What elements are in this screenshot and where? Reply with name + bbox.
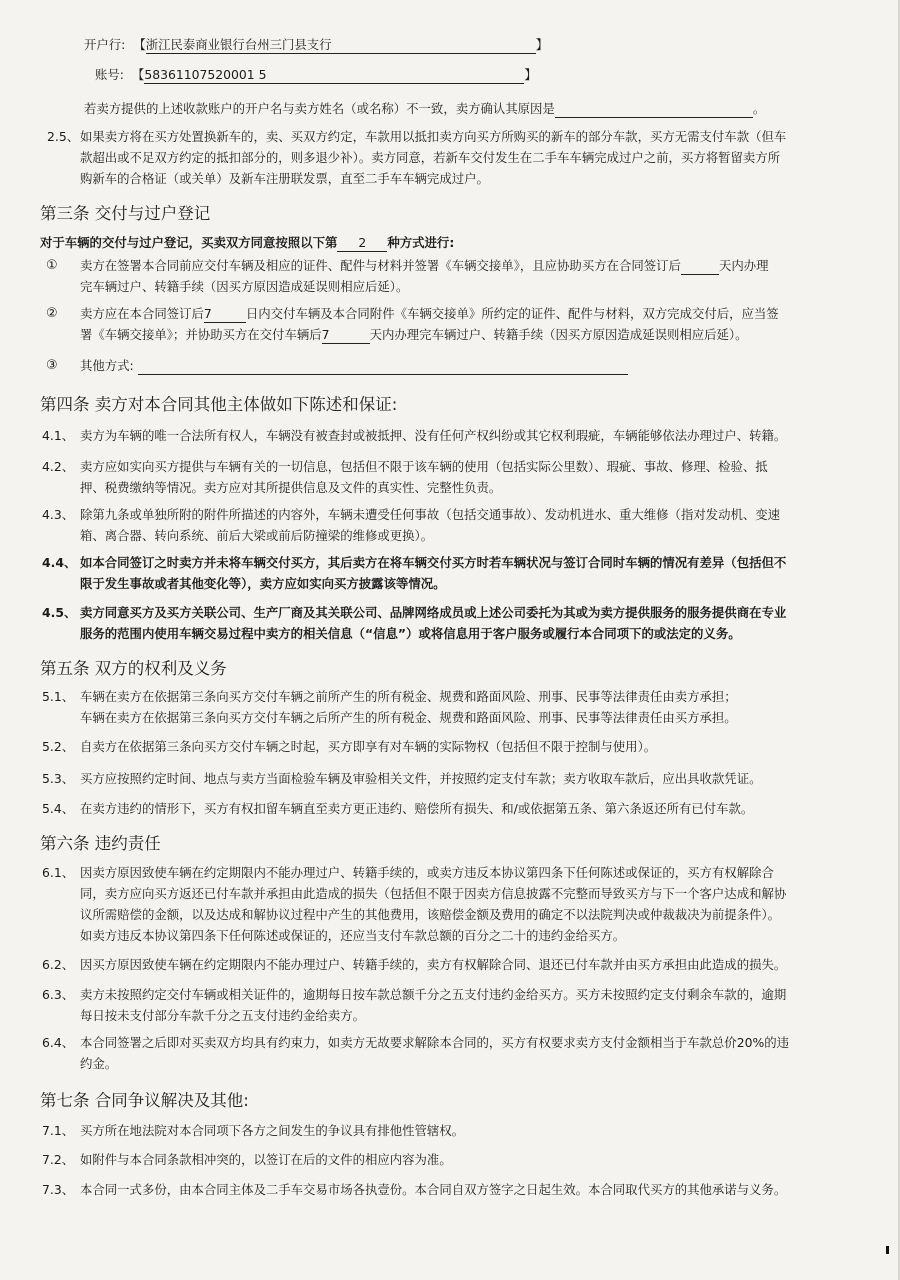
option-1-mark: ①	[46, 258, 58, 273]
bank-label: 开户行:	[84, 37, 126, 52]
clause-line: 自卖方在依据第三条向买方交付车辆之时起，买方即享有对车辆的实际物权（包括但不限于控制与使用）。	[80, 739, 657, 754]
clause-line: 本合同一式多份，由本合同主体及二手车交易市场各执壹份。本合同自双方签字之日起生效。本合同取代买方的其他承诺与义务。	[80, 1182, 787, 1197]
option-3-other-field[interactable]	[138, 357, 628, 375]
article-3-intro-a: 对于车辆的交付与过户登记，买卖双方同意按照以下第	[40, 235, 338, 250]
scan-mark	[886, 1246, 889, 1254]
account-number-field[interactable]	[144, 66, 524, 84]
account-open-bracket: 【	[131, 67, 145, 82]
clause-2-5-line: 购新车的合格证（或关单）及新车注册联发票，直至二手车车辆完成过户。	[80, 171, 489, 186]
clause-number: 5.2、	[42, 739, 75, 754]
clause-line: 在卖方违约的情形下，买方有权扣留车辆直至卖方更正违约、赔偿所有损失、和/或依据第五条、第六条返还所有已付车款。	[80, 801, 754, 816]
article-5-title: 第五条 双方的权利及义务	[40, 659, 227, 678]
option-2-transfer-days-field[interactable]: 7	[322, 326, 370, 344]
clause-line: 同，卖方应向买方返还已付车款并承担由此造成的损失（包括但不限于因卖方信息披露不完整而导致买方与下一个客户达成和解协	[80, 886, 787, 901]
option-2-line2-b: 天内办理完车辆过户、转籍手续（因买方原因造成延误则相应后延）。	[369, 327, 748, 342]
clause-number: 7.3、	[42, 1182, 75, 1197]
clause-line: 议所需赔偿的金额，以及达成和解协议过程中产生的其他费用，该赔偿金额及费用的确定不以法院判决或仲裁裁决为前提条件）。	[80, 907, 781, 922]
clause-line: 卖方同意买方及买方关联公司、生产厂商及其关联公司、品牌网络成员或上述公司委托为其或为卖方提供服务的服务提供商在专业	[80, 605, 787, 620]
account-row	[95, 64, 537, 85]
clause-number: 4.3、	[42, 507, 75, 522]
bank-row	[84, 34, 548, 55]
clause-number: 4.1、	[42, 428, 75, 443]
option-3-mark: ③	[46, 358, 58, 373]
clause-line: 因买方原因致使车辆在约定期限内不能办理过户、转籍手续的，卖方有权解除合同、退还已付车款并由买方承担由此造成的损失。	[80, 957, 787, 972]
bank-name-field[interactable]	[146, 36, 536, 54]
option-2-line1-b: 日内交付车辆及本合同附件《车辆交接单》所约定的证件、配件与材料，双方完成交付后，应当签	[245, 306, 779, 321]
clause-line: 卖方应如实向买方提供与车辆有关的一切信息，包括但不限于该车辆的使用（包括实际公里数）、瑕疵、事故、修理、检验、抵	[80, 459, 768, 474]
mismatch-reason-field[interactable]	[555, 100, 753, 118]
article-4-title: 第四条 卖方对本合同其他主体做如下陈述和保证:	[40, 395, 398, 414]
clause-number: 7.1、	[42, 1123, 75, 1138]
clause-line: 箱、离合器、转向系统、前后大梁或前后防撞梁的维修或更换）。	[80, 528, 434, 543]
clause-line: 卖方未按照约定交付车辆或相关证件的，逾期每日按车款总额千分之五支付违约金给买方。买方未按照约定支付剩余车款的，逾期	[80, 987, 787, 1002]
clause-line: 押、税费缴纳等情况。卖方应对其所提供信息及文件的真实性、完整性负责。	[80, 480, 502, 495]
clause-number: 6.2、	[42, 957, 75, 972]
article-7-title: 第七条 合同争议解决及其他:	[40, 1091, 249, 1110]
clause-2-5-line: 款超出或不足双方约定的抵扣部分的，则多退少补）。卖方同意，若新车交付发生在二手车车辆完成过户之前，买方将暂留卖方所	[80, 150, 781, 165]
clause-line: 限于发生事故或者其他变化等），卖方应如实向买方披露该等情况。	[80, 576, 446, 591]
clause-line: 如本合同签订之时卖方并未将车辆交付买方，其后卖方在将车辆交付买方时若车辆状况与签订合同时车辆的情况有差异（包括但不	[80, 555, 787, 570]
article-3-intro-b: 种方式进行:	[387, 235, 455, 250]
article-3-title: 第三条 交付与过户登记	[40, 204, 211, 223]
clause-number: 4.2、	[42, 459, 75, 474]
clause-number: 4.5、	[42, 605, 77, 620]
clause-line: 因卖方原因致使车辆在约定期限内不能办理过户、转籍手续的，或卖方违反本协议第四条下任何陈述或保证的，买方有权解除合	[80, 865, 774, 880]
option-2-line1-a: 卖方应在本合同签订后	[80, 306, 204, 321]
clause-number: 5.3、	[42, 771, 75, 786]
clause-line: 买方应按照约定时间、地点与卖方当面检验车辆及审验相关文件，并按照约定支付车款；卖方收取车款后，应出具收款凭证。	[80, 771, 762, 786]
clause-number: 6.4、	[42, 1035, 75, 1050]
bank-open-bracket: 【	[133, 37, 146, 52]
clause-line: 服务的范围内使用车辆交易过程中卖方的相关信息（“信息”）或将信息用于客户服务或履行本合同项下的或法定的义务。	[80, 626, 741, 641]
clause-number: 6.3、	[42, 987, 75, 1002]
option-2-delivery-days-field[interactable]: 7	[204, 305, 246, 323]
option-1-line1-a: 卖方在签署本合同前应交付车辆及相应的证件、配件与材料并签署《车辆交接单》，且应协助买方在合同签订后	[80, 258, 681, 273]
clause-line: 车辆在卖方在依据第三条向买方交付车辆之后所产生的所有税金、规费和路面风险、刑事、民事等法律责任由买方承担。	[80, 710, 737, 725]
clause-number: 5.4、	[42, 801, 75, 816]
clause-line: 每日按未支付部分车款千分之五支付违约金给卖方。	[80, 1008, 365, 1023]
clause-line: 车辆在卖方在依据第三条向买方交付车辆之前所产生的所有税金、规费和路面风险、刑事、民事等法律责任由卖方承担；	[80, 689, 737, 704]
option-1-days-field[interactable]	[681, 257, 719, 275]
option-1-line2: 完车辆过户、转籍手续（因买方原因造成延误则相应后延）。	[80, 279, 409, 294]
mismatch-row	[84, 98, 765, 119]
option-2-line2-a: 署《车辆交接单》；并协助买方在交付车辆后	[80, 327, 322, 342]
clause-line: 卖方为车辆的唯一合法所有权人，车辆没有被查封或被抵押、没有任何产权纠纷或其它权利瑕疵，车辆能够依法办理过户、转籍。	[80, 428, 787, 443]
clause-line: 约金。	[80, 1056, 118, 1071]
clause-number: 5.1、	[42, 689, 75, 704]
delivery-method-choice[interactable]: 2	[337, 234, 387, 252]
clause-line: 除第九条或单独所附的附件所描述的内容外，车辆未遭受任何事故（包括交通事故）、发动机进水、重大维修（指对发动机、变速	[80, 507, 781, 522]
clause-line: 本合同签署之后即对买卖双方均具有约束力，如卖方无故要求解除本合同的，买方有权要求卖方支付金额相当于车款总价20%的违	[80, 1035, 790, 1050]
mismatch-text: 若卖方提供的上述收款账户的开户名与卖方姓名（或名称）不一致，卖方确认其原因是	[84, 101, 555, 116]
article-3-intro	[40, 232, 454, 253]
clause-number: 7.2、	[42, 1152, 75, 1167]
clause-number: 4.4、	[42, 555, 77, 570]
clause-2-5-number: 2.5、	[47, 129, 80, 144]
account-close-bracket: 】	[524, 67, 537, 82]
option-3-label: 其他方式:	[80, 358, 134, 373]
clause-line: 买方所在地法院对本合同项下各方之间发生的争议具有排他性管辖权。	[80, 1123, 465, 1138]
article-6-title: 第六条 违约责任	[40, 834, 161, 853]
option-2-mark: ②	[46, 306, 58, 321]
clause-number: 6.1、	[42, 865, 75, 880]
clause-line: 如附件与本合同条款相冲突的，以签订在后的文件的相应内容为准。	[80, 1152, 452, 1167]
clause-line: 如卖方违反本协议第四条下任何陈述或保证的，还应当支付车款总额的百分之二十的违约金给买方。	[80, 928, 626, 943]
clause-2-5-line: 如果卖方将在买方处置换新车的，卖、买双方约定，车款用以抵扣卖方向买方所购买的新车的部分车款，买方无需支付车款（但车	[80, 129, 787, 144]
mismatch-end: 。	[752, 101, 766, 116]
account-number-value: 58361107520001 5	[144, 67, 267, 82]
account-label: 账号:	[95, 67, 124, 82]
option-1-line1-b: 天内办理	[718, 258, 769, 273]
bank-close-bracket: 】	[535, 37, 549, 52]
bank-name-value: 浙江民泰商业银行台州三门县支行	[145, 37, 332, 52]
